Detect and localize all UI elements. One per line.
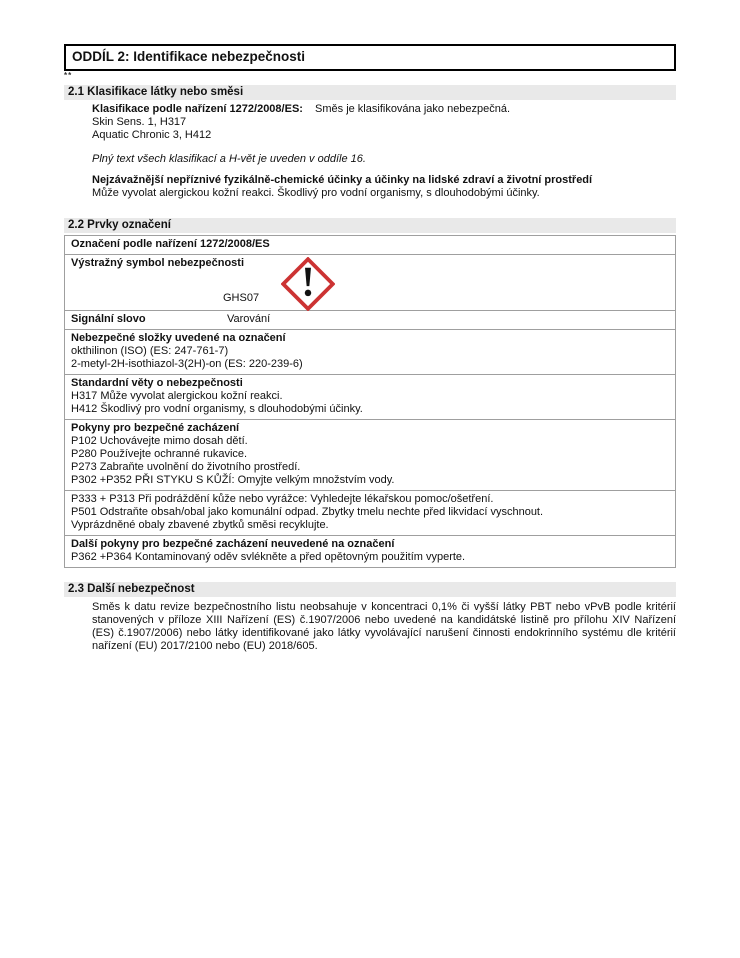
precautionary-statement: P102 Uchovávejte mimo dosah dětí. xyxy=(71,435,248,447)
additional-precautions-row xyxy=(65,536,675,567)
section-2-3-heading: 2.3 Další nebezpečnost xyxy=(64,582,676,597)
additional-heading: Další pokyny pro bezpečné zacházení neuvedené na označení xyxy=(71,538,395,550)
pictogram-code-label: GHS07 xyxy=(223,292,260,304)
classification-label: Klasifikace podle nařízení 1272/2008/ES: xyxy=(92,103,303,115)
section-2-1-body xyxy=(64,103,676,200)
precautionary-statement: Vyprázdněné obaly zbavené zbytků směsi recyklujte. xyxy=(71,519,329,531)
additional-statement: P362 +P364 Kontaminovaný oděv svlékněte a před opětovným použitím vyperte. xyxy=(71,551,466,563)
precautionary-statement: P273 Zabraňte uvolnění do životního prostředí. xyxy=(71,461,301,473)
pictogram-row xyxy=(65,255,675,311)
component-item: okthilinon (ISO) (ES: 247-761-7) xyxy=(71,345,229,357)
full-text-note: Plný text všech klasifikací a H-vět je uveden v oddíle 16. xyxy=(92,153,366,165)
classification-value: Směs je klasifikována jako nebezpečná. xyxy=(315,103,511,115)
signal-word-label: Signální slovo xyxy=(71,313,146,325)
labelling-table xyxy=(64,235,676,568)
section-2-1-heading: 2.1 Klasifikace látky nebo směsi xyxy=(64,85,676,100)
precautionary-statement: P280 Používejte ochranné rukavice. xyxy=(71,448,248,460)
precautionary-row-2 xyxy=(65,491,675,536)
hazard-heading: Standardní věty o nebezpečnosti xyxy=(71,377,243,389)
components-heading: Nebezpečné složky uvedené na označení xyxy=(71,332,286,344)
section-2-2-heading: 2.2 Prvky označení xyxy=(64,218,676,233)
signal-word-value: Varování xyxy=(227,313,271,325)
section-2-3-text: Směs k datu revize bezpečnostního listu neobsahuje v koncentraci 0,1% či vyšší látky PBT nebo vPvB podle kritérií stanovených v příloze XIII Nařízení (ES) č.1907/2006 nebo uvedené na kandidátské listině pro přílohu XIV Nařízení (ES) č.1907/2006) nebo látky identifikované jako látky vyvolávající narušení činnosti endokrinního systému dle kritérií nařízení (EU) 2017/2100 nebo (EU) 2018/605. xyxy=(92,601,676,652)
hazard-statement: H317 Může vyvolat alergickou kožní reakci. xyxy=(71,390,283,402)
adverse-effects-text: Může vyvolat alergickou kožní reakci. Škodlivý pro vodní organismy, s dlouhodobými účinky. xyxy=(92,187,540,199)
hazard-statement: H412 Škodlivý pro vodní organismy, s dlouhodobými účinky. xyxy=(71,403,363,415)
hazardous-components-row xyxy=(65,330,675,375)
classification-line xyxy=(92,103,676,116)
precautionary-heading: Pokyny pro bezpečné zacházení xyxy=(71,422,240,434)
precautionary-statement: P501 Odstraňte obsah/obal jako komunální odpad. Zbytky tmelu nechte před likvidací vyschnout. xyxy=(71,506,544,518)
signal-word-row xyxy=(65,311,675,330)
pictogram-heading: Výstražný symbol nebezpečnosti xyxy=(71,257,244,269)
exclamation-dot xyxy=(305,290,311,296)
classification-item: Skin Sens. 1, H317 xyxy=(92,116,187,128)
precautionary-row xyxy=(65,420,675,491)
labelling-heading-row: Označení podle nařízení 1272/2008/ES xyxy=(65,236,675,255)
revision-mark: ** xyxy=(64,71,73,80)
ghs07-exclamation-icon xyxy=(281,257,335,311)
adverse-effects-heading: Nejzávažnější nepříznivé fyzikálně-chemické účinky a účinky na lidské zdraví a životní prostředí xyxy=(92,174,593,186)
document-content xyxy=(64,44,676,653)
component-item: 2-metyl-2H-isothiazol-3(2H)-on (ES: 220-239-6) xyxy=(71,358,303,370)
precautionary-statement: P302 +P352 PŘI STYKU S KŮŽÍ: Omyjte velkým množstvím vody. xyxy=(71,474,395,486)
hazard-statements-row xyxy=(65,375,675,420)
precautionary-statement: P333 + P313 Při podráždění kůže nebo vyrážce: Vyhledejte lékařskou pomoc/ošetření. xyxy=(71,493,494,505)
classification-item: Aquatic Chronic 3, H412 xyxy=(92,129,212,141)
section-2-title: ODDÍL 2: Identifikace nebezpečnosti xyxy=(64,44,676,71)
